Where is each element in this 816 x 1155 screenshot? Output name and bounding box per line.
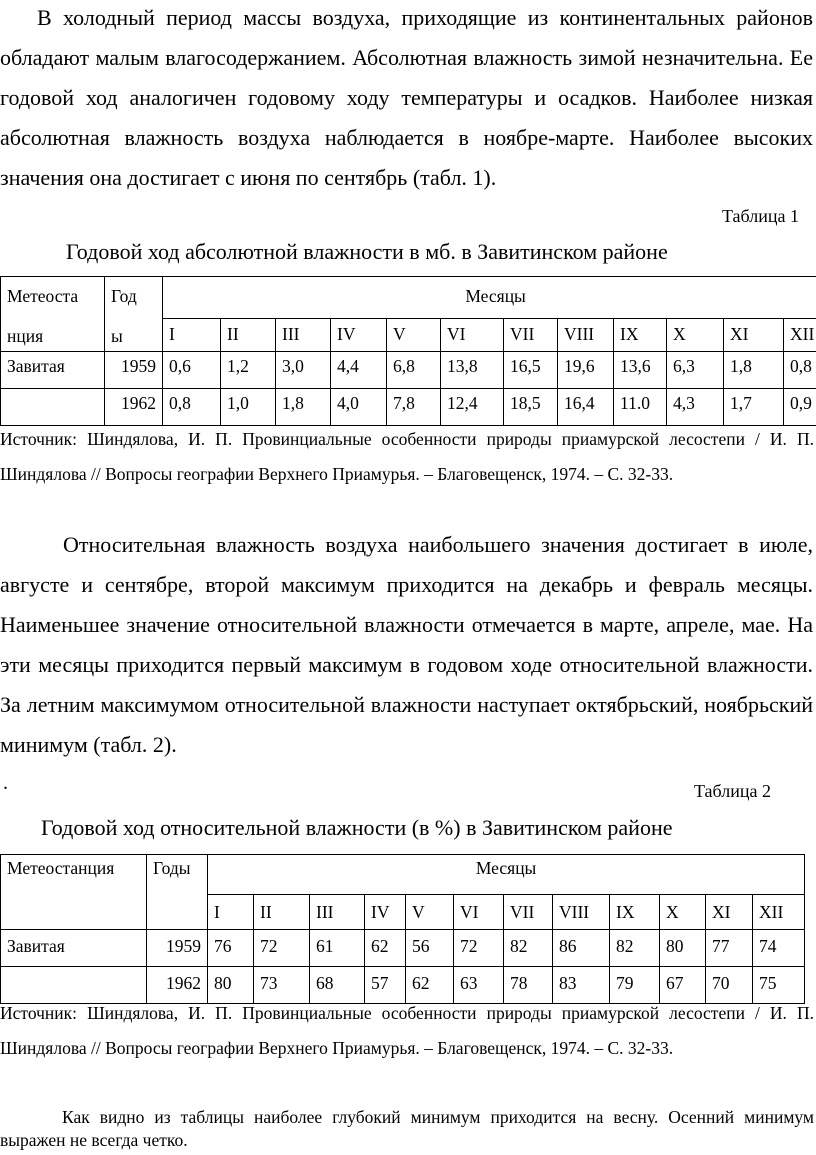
table-row <box>1 389 816 426</box>
table2-station-header: Метеостанция <box>1 855 147 930</box>
table2-months-header: Месяцы <box>208 855 805 895</box>
table1-month-header: V <box>387 318 441 351</box>
table1-month-header: XI <box>724 318 784 351</box>
table1-value-cell: 19,6 <box>558 352 614 389</box>
table1-value-cell: 4,4 <box>331 352 387 389</box>
table2-value-cell: 80 <box>208 967 254 1004</box>
table1-value-cell: 0,6 <box>163 352 221 389</box>
table2-value-cell: 76 <box>208 930 254 967</box>
table1-months-header: Месяцы <box>163 277 816 319</box>
table1-year-cell: 1959 <box>105 352 163 389</box>
paragraph-conclusion: Как видно из таблицы наиболее глубокий минимум приходится на весну. Осенний минимум выражен не всегда четко. <box>0 1107 814 1150</box>
table1-years-header-line1: Год <box>111 286 137 306</box>
table1-value-cell: 1,8 <box>724 352 784 389</box>
table1-years-header <box>105 277 163 352</box>
table2-year-cell: 1959 <box>147 930 208 967</box>
table1-value-cell: 16,5 <box>504 352 558 389</box>
table2-value-cell: 63 <box>454 967 504 1004</box>
table2-value-cell: 67 <box>660 967 706 1004</box>
table1-value-cell: 16,4 <box>558 389 614 426</box>
table2-year-cell: 1962 <box>147 967 208 1004</box>
table2-value-cell: 77 <box>706 930 753 967</box>
table2-month-header: VI <box>454 895 504 930</box>
table2-label: Таблица 2 <box>694 781 771 801</box>
table2-month-header: I <box>208 895 254 930</box>
table2-month-header: XI <box>706 895 753 930</box>
table2-value-cell: 62 <box>365 930 406 967</box>
table2-value-cell: 74 <box>753 930 805 967</box>
table1-month-header: VII <box>504 318 558 351</box>
table1-value-cell: 1,0 <box>221 389 276 426</box>
table2-value-cell: 57 <box>365 967 406 1004</box>
table1 <box>0 276 816 426</box>
table-row <box>1 930 805 967</box>
table2-value-cell: 72 <box>254 930 310 967</box>
table2-title: Годовой ход относительной влажности (в %) в Завитинском районе <box>41 815 673 840</box>
table1-station-header <box>1 277 105 352</box>
table1-value-cell: 12,4 <box>441 389 504 426</box>
stray-dot: . <box>3 772 8 794</box>
table1-year-cell: 1962 <box>105 389 163 426</box>
table1-header-row <box>1 277 816 319</box>
table2-value-cell: 72 <box>454 930 504 967</box>
table1-station-empty-cell <box>1 389 105 426</box>
table1-value-cell: 6,3 <box>667 352 724 389</box>
table-row <box>1 352 816 389</box>
table1-value-cell: 1,7 <box>724 389 784 426</box>
table1-value-cell: 18,5 <box>504 389 558 426</box>
table1-month-header: IV <box>331 318 387 351</box>
table2-value-cell: 56 <box>406 930 454 967</box>
table2-station-cell: Завитая <box>1 930 147 967</box>
table2-value-cell: 61 <box>310 930 365 967</box>
table1-value-cell: 4,0 <box>331 389 387 426</box>
table2-value-cell: 68 <box>310 967 365 1004</box>
table1-value-cell: 11.0 <box>614 389 667 426</box>
table2-month-header: IX <box>610 895 660 930</box>
table1-value-cell: 0,8 <box>163 389 221 426</box>
table1-month-header: III <box>276 318 331 351</box>
table1-value-cell: 7,8 <box>387 389 441 426</box>
table1-month-header: XII <box>784 318 816 351</box>
table1-value-cell: 3,0 <box>276 352 331 389</box>
table1-value-cell: 13,8 <box>441 352 504 389</box>
table2-value-cell: 78 <box>504 967 553 1004</box>
paragraph-absolute-humidity: В холодный период массы воздуха, приходящие из континентальных районов обладают малым влагосодержанием. Абсолютная влажность зимой незначительна. Ее годовой ход аналогичен годовому ходу температуры и осадков. Наиболее низкая абсолютная влажность воздуха наблюдается в ноябре-марте. Наиболее высоких значения она достигает с июня по сентябрь (табл. 1). <box>0 5 813 190</box>
table2-value-cell: 83 <box>553 967 610 1004</box>
table1-source: Источник: Шиндялова, И. П. Провинциальные особенности природы приамурской лесостепи / И. П. Шиндялова // Вопросы географии Верхнего Приамурья. – Благовещенск, 1974. – С. 32-33. <box>0 429 814 484</box>
table1-value-cell: 4,3 <box>667 389 724 426</box>
table2-value-cell: 80 <box>660 930 706 967</box>
table1-station-cell: Завитая <box>1 352 105 389</box>
table2-month-header: V <box>406 895 454 930</box>
table2-source: Источник: Шиндялова, И. П. Провинциальные особенности природы приамурской лесостепи / И. П. Шиндялова // Вопросы географии Верхнего Приамурья. – Благовещенск, 1974. – С. 32-33. <box>0 1003 814 1058</box>
table2-month-header: IV <box>365 895 406 930</box>
table2-month-header: VIII <box>553 895 610 930</box>
table2-value-cell: 70 <box>706 967 753 1004</box>
table1-value-cell: 1,2 <box>221 352 276 389</box>
table1-month-header: X <box>667 318 724 351</box>
table2 <box>0 854 805 1004</box>
table1-title: Годовой ход абсолютной влажности в мб. в Завитинском районе <box>66 239 668 264</box>
table2-value-cell: 62 <box>406 967 454 1004</box>
table2-value-cell: 73 <box>254 967 310 1004</box>
table2-month-header: VII <box>504 895 553 930</box>
table1-month-header: I <box>163 318 221 351</box>
table2-value-cell: 86 <box>553 930 610 967</box>
table2-value-cell: 75 <box>753 967 805 1004</box>
table2-value-cell: 82 <box>610 930 660 967</box>
table1-value-cell: 6,8 <box>387 352 441 389</box>
table1-value-cell: 13,6 <box>614 352 667 389</box>
table2-month-header: III <box>310 895 365 930</box>
table1-value-cell: 0,9 <box>784 389 816 426</box>
table2-value-cell: 82 <box>504 930 553 967</box>
table1-month-header: VIII <box>558 318 614 351</box>
table1-month-header: II <box>221 318 276 351</box>
table2-month-header: II <box>254 895 310 930</box>
table1-years-header-line2: ы <box>111 326 123 346</box>
table2-value-cell: 79 <box>610 967 660 1004</box>
paragraph-relative-humidity: Относительная влажность воздуха наибольшего значения достигает в июле, августе и сентябре, второй максимум приходится на декабрь и февраль месяцы. Наименьшее значение относительной влажности отмечается в марте, апреле, мае. На эти месяцы приходится первый максимум в годовом ходе относительной влажности. За летним максимумом относительной влажности наступает октябрьский, ноябрьский минимум (табл. 2). <box>0 532 813 757</box>
table1-month-header: VI <box>441 318 504 351</box>
table2-header-row <box>1 855 805 895</box>
table1-value-cell: 1,8 <box>276 389 331 426</box>
table1-station-header-line2: нция <box>7 326 44 346</box>
table1-station-header-line1: Метеоста <box>7 286 79 306</box>
table2-month-header: XII <box>753 895 805 930</box>
table1-label: Таблица 1 <box>722 206 799 226</box>
table2-years-header: Годы <box>147 855 208 930</box>
table1-value-cell: 0,8 <box>784 352 816 389</box>
table1-month-header: IX <box>614 318 667 351</box>
table2-month-header: X <box>660 895 706 930</box>
